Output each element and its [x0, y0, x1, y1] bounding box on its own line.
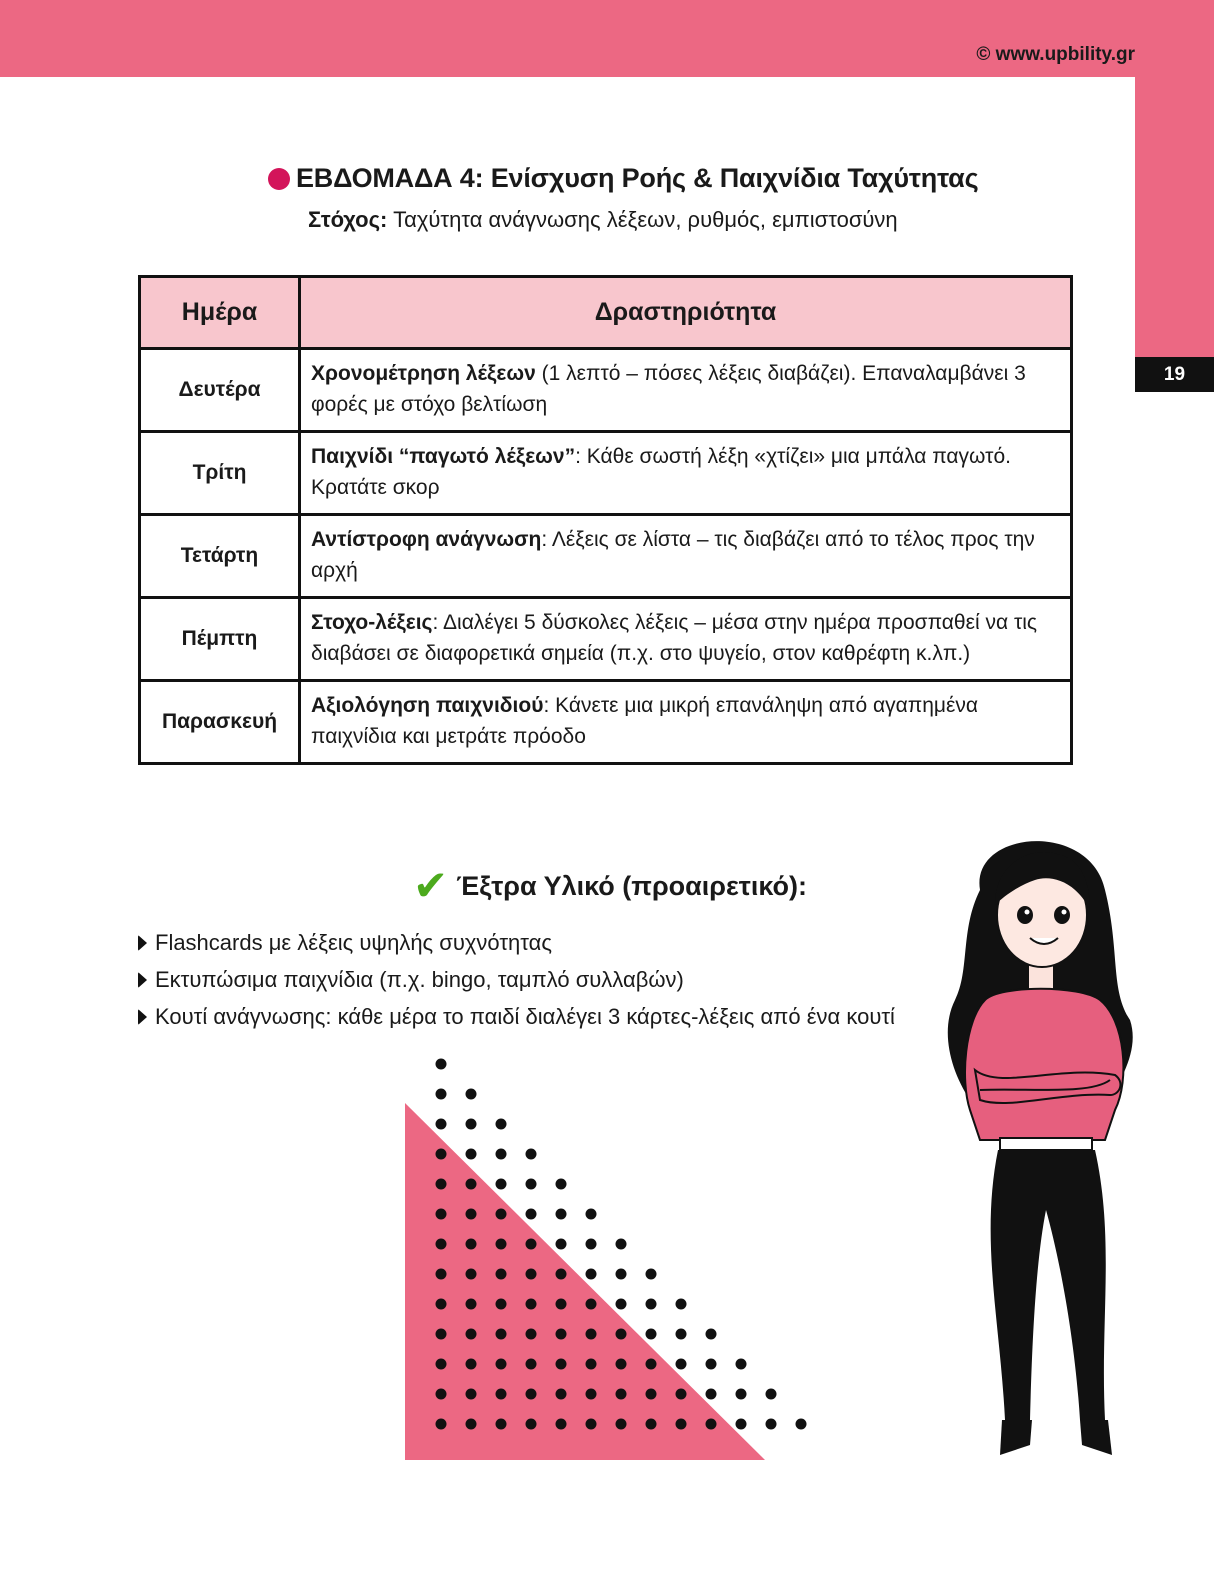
pattern-dot [466, 1269, 477, 1280]
pattern-dot [436, 1419, 447, 1430]
list-item-text: Εκτυπώσιμα παιχνίδια (π.χ. bingo, ταμπλό συλλαβών) [155, 966, 684, 992]
goal-text: Ταχύτητα ανάγνωσης λέξεων, ρυθμός, εμπιστοσύνη [387, 207, 898, 232]
activity-description: (1 λεπτό – πόσες λέξεις διαβάζει). Επαναλαμβάνει 3 φορές με στόχο βελτίωση [311, 362, 1026, 416]
activity-name: Χρονομέτρηση λέξεων [311, 362, 536, 385]
pattern-dot [736, 1359, 747, 1370]
pattern-dot [586, 1389, 597, 1400]
pattern-dot [496, 1329, 507, 1340]
pattern-dot [796, 1419, 807, 1430]
pattern-dot [526, 1239, 537, 1250]
checkmark-icon: ✔ [413, 862, 449, 909]
pattern-dot [706, 1389, 717, 1400]
list-item-text: Κουτί ανάγνωσης: κάθε μέρα το παιδί διαλέγει 3 κάρτες-λέξεις από ένα κουτί [155, 1003, 895, 1029]
pattern-dot [526, 1299, 537, 1310]
pattern-dot [526, 1329, 537, 1340]
activity-name: Παιχνίδι “παγωτό λέξεων” [311, 445, 576, 468]
header-day: Ημέρα [140, 277, 300, 349]
activity-name: Αξιολόγηση παιχνιδιού [311, 694, 544, 717]
pattern-dot [556, 1389, 567, 1400]
woman-illustration [940, 820, 1140, 1470]
pattern-dot [556, 1239, 567, 1250]
pattern-dot [616, 1419, 627, 1430]
pattern-dot [586, 1329, 597, 1340]
pattern-dot [526, 1389, 537, 1400]
pattern-dot [496, 1209, 507, 1220]
pattern-dot [676, 1299, 687, 1310]
pattern-dot [556, 1209, 567, 1220]
pattern-dot [496, 1299, 507, 1310]
pattern-dot [766, 1419, 777, 1430]
pattern-dot [496, 1419, 507, 1430]
header-activity: Δραστηριότητα [300, 277, 1072, 349]
day-cell: Τετάρτη [140, 515, 300, 598]
pattern-dot [436, 1179, 447, 1190]
pattern-dot [526, 1209, 537, 1220]
pattern-dot [556, 1269, 567, 1280]
pattern-dot [556, 1179, 567, 1190]
pattern-dot [496, 1359, 507, 1370]
pattern-dot [676, 1389, 687, 1400]
pattern-dot [586, 1239, 597, 1250]
pattern-dot [616, 1359, 627, 1370]
pattern-dot [526, 1419, 537, 1430]
pattern-dot [436, 1299, 447, 1310]
pattern-dot [736, 1419, 747, 1430]
pattern-dot [736, 1389, 747, 1400]
pattern-dot [706, 1329, 717, 1340]
activity-name: Στοχο-λέξεις [311, 611, 433, 634]
pattern-dot [646, 1269, 657, 1280]
pattern-dot [556, 1329, 567, 1340]
pattern-dot [556, 1359, 567, 1370]
day-cell: Πέμπτη [140, 598, 300, 681]
day-cell: Παρασκευή [140, 681, 300, 764]
activity-description: : Διαλέγει 5 δύσκολες λέξεις – μέσα στην ημέρα προσπαθεί να τις διαβάσει σε διαφορετικά σημεία (π.χ. στο ψυγείο, στον καθρέφτη κ.λπ.) [311, 611, 1038, 665]
pattern-dot [466, 1149, 477, 1160]
pattern-dot [496, 1269, 507, 1280]
pattern-dot [496, 1239, 507, 1250]
pattern-dot [556, 1419, 567, 1430]
pattern-dot [586, 1209, 597, 1220]
pattern-dot [616, 1329, 627, 1340]
pattern-dot [496, 1149, 507, 1160]
page-number: 19 [1135, 357, 1214, 392]
pattern-dot [586, 1299, 597, 1310]
pattern-dot [496, 1389, 507, 1400]
pattern-dot [556, 1299, 567, 1310]
list-item-text: Flashcards με λέξεις υψηλής συχνότητας [155, 929, 552, 955]
pattern-dot [676, 1359, 687, 1370]
pattern-dot [706, 1419, 717, 1430]
pattern-dot [616, 1269, 627, 1280]
pattern-dot [436, 1269, 447, 1280]
pattern-dot [466, 1179, 477, 1190]
pattern-dot [646, 1299, 657, 1310]
activity-description: : Λέξεις σε λίστα – τις διαβάζει από το τέλος προς την αρχή [311, 528, 1035, 582]
pattern-dot [706, 1359, 717, 1370]
pattern-dot [436, 1119, 447, 1130]
pattern-dot [526, 1179, 537, 1190]
pattern-dot [616, 1239, 627, 1250]
pattern-dot [436, 1239, 447, 1250]
pattern-dot [466, 1209, 477, 1220]
pattern-dot [466, 1119, 477, 1130]
pattern-dot [526, 1149, 537, 1160]
pattern-dot [466, 1389, 477, 1400]
activity-description: : Κάνετε μια μικρή επανάληψη από αγαπημένα παιχνίδια και μετράτε πρόοδο [311, 694, 979, 748]
activity-description: : Κάθε σωστή λέξη «χτίζει» μια μπάλα παγωτό. Κρατάτε σκορ [311, 445, 1011, 499]
pattern-dot [466, 1239, 477, 1250]
pattern-dot [526, 1269, 537, 1280]
pattern-dot [586, 1419, 597, 1430]
copyright-text: © www.upbility.gr [976, 44, 1135, 65]
pattern-dot [496, 1119, 507, 1130]
pattern-dot [466, 1299, 477, 1310]
extra-title: Έξτρα Υλικό (προαιρετικό): [456, 870, 807, 901]
pattern-dot [586, 1269, 597, 1280]
pattern-dot [646, 1359, 657, 1370]
pattern-dot [676, 1419, 687, 1430]
pattern-dot [466, 1419, 477, 1430]
activity-name: Αντίστροφη ανάγνωση [311, 528, 542, 551]
pattern-dot [436, 1389, 447, 1400]
pink-triangle-shape [405, 1103, 765, 1460]
pattern-dot [436, 1059, 447, 1070]
day-cell: Τρίτη [140, 432, 300, 515]
pattern-dot [646, 1389, 657, 1400]
pattern-dot [436, 1329, 447, 1340]
pattern-dot [646, 1419, 657, 1430]
pattern-dot [466, 1089, 477, 1100]
pattern-dot [436, 1089, 447, 1100]
pattern-dot [436, 1149, 447, 1160]
pattern-dot [436, 1209, 447, 1220]
pattern-dot [616, 1299, 627, 1310]
pattern-dot [466, 1359, 477, 1370]
pattern-dot [646, 1329, 657, 1340]
goal-label: Στόχος: [308, 207, 388, 232]
pattern-dot [466, 1329, 477, 1340]
pattern-dot [586, 1359, 597, 1370]
pattern-dot [676, 1329, 687, 1340]
pattern-dot [526, 1359, 537, 1370]
pattern-dot [766, 1389, 777, 1400]
pattern-dot [496, 1179, 507, 1190]
pattern-dot [616, 1389, 627, 1400]
pattern-dot [436, 1359, 447, 1370]
day-cell: Δευτέρα [140, 349, 300, 432]
section-title: ΕΒΔΟΜΑΔΑ 4: Ενίσχυση Ροής & Παιχνίδια Ταχύτητας [296, 163, 979, 193]
